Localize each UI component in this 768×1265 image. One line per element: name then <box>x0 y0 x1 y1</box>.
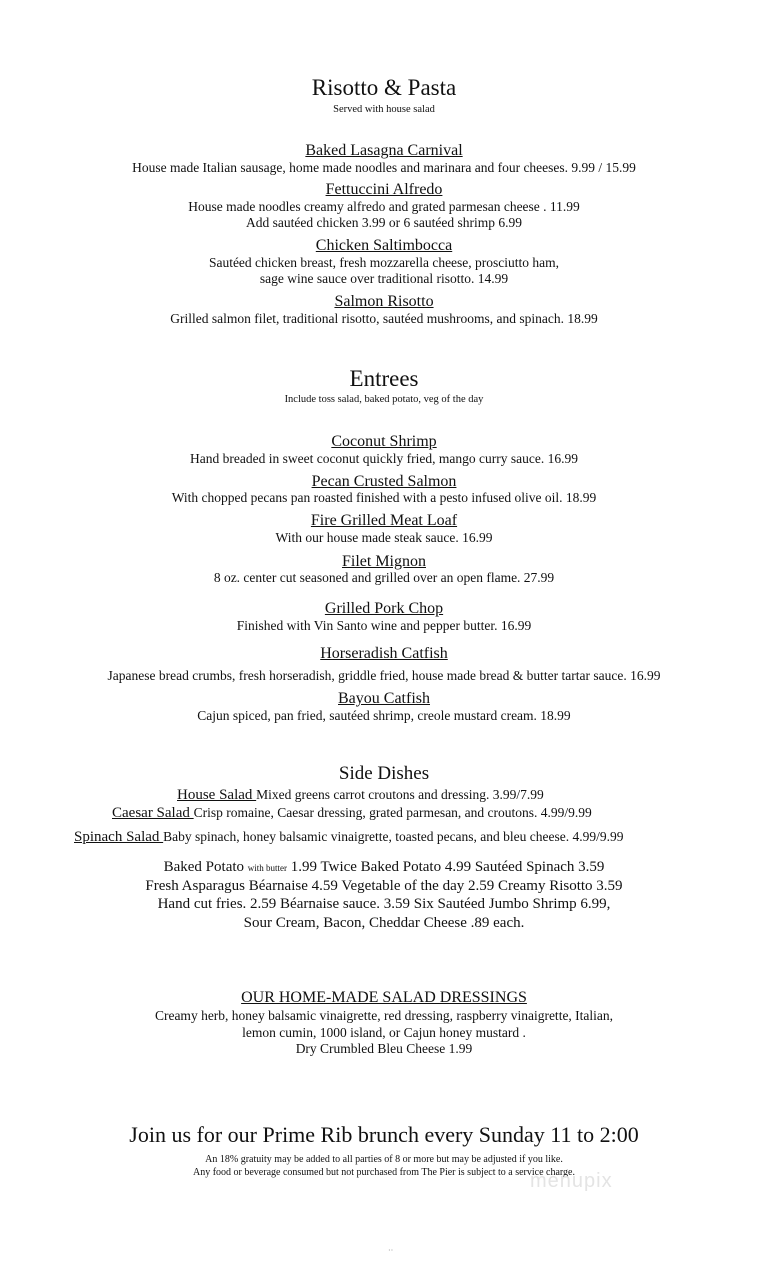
menu-item-desc: Sautéed chicken breast, fresh mozzarella cheese, prosciutto ham, <box>208 255 560 270</box>
side-extras-line: Fresh Asparagus Béarnaise 4.59 Vegetable of the day 2.59 Creamy Risotto 3.59 <box>145 878 623 894</box>
menu-item-desc: House made Italian sausage, home made noodles and marinara and four cheeses. 9.99 / 15.99 <box>132 160 636 175</box>
menu-item-desc: sage wine sauce over traditional risotto. 14.99 <box>259 271 509 286</box>
entrees-title: Entrees <box>349 366 419 391</box>
menu-item-desc: With chopped pecans pan roasted finished with a pesto infused olive oil. 18.99 <box>171 490 597 505</box>
watermark: menupix <box>530 1170 613 1192</box>
side-salad-name: Caesar Salad <box>112 805 194 821</box>
side-extras-line: Sour Cream, Bacon, Cheddar Cheese .89 each. <box>243 915 525 931</box>
menu-item-name: Pecan Crusted Salmon <box>311 473 457 490</box>
menu-item-name: Grilled Pork Chop <box>324 600 444 617</box>
service-charge-note: Any food or beverage consumed but not purchased from The Pier is subject to a service charge. <box>192 1167 575 1178</box>
brunch-banner: Join us for our Prime Rib brunch every Sunday 11 to 2:00 <box>129 1122 639 1147</box>
dressings-line: lemon cumin, 1000 island, or Cajun honey mustard . <box>242 1025 526 1040</box>
risotto-title: Risotto & Pasta <box>311 75 457 100</box>
menu-item-name: Baked Lasagna Carnival <box>305 142 463 159</box>
menu-item-desc: Cajun spiced, pan fried, sautéed shrimp, creole mustard cream. 18.99 <box>197 708 571 723</box>
side-salad-line <box>74 828 624 846</box>
menu-item-name: Fire Grilled Meat Loaf <box>310 512 458 529</box>
menu-item-name: Chicken Saltimbocca <box>315 237 453 254</box>
side-extras-line: Hand cut fries. 2.59 Béarnaise sauce. 3.59 Six Sautéed Jumbo Shrimp 6.99, <box>157 896 611 912</box>
extras-small-text: with butter <box>247 863 288 873</box>
dressings-line: Dry Crumbled Bleu Cheese 1.99 <box>295 1041 473 1056</box>
menu-item-desc: Add sautéed chicken 3.99 or 6 sautéed shrimp 6.99 <box>246 215 522 230</box>
menu-item-name: Bayou Catfish <box>338 690 430 707</box>
dressings-line: Creamy herb, honey balsamic vinaigrette, red dressing, raspberry vinaigrette, Italian, <box>154 1008 614 1023</box>
risotto-subtitle: Served with house salad <box>333 104 435 115</box>
side-salad-desc: Baby spinach, honey balsamic vinaigrette, toasted pecans, and bleu cheese. 4.99/9.99 <box>163 829 624 844</box>
dressings-title: OUR HOME-MADE SALAD DRESSINGS <box>241 989 527 1006</box>
menu-item-desc: 8 oz. center cut seasoned and grilled over an open flame. 27.99 <box>213 570 555 585</box>
side-salad-name: Spinach Salad <box>74 829 164 845</box>
side-salad-desc: Crisp romaine, Caesar dressing, grated parmesan, and croutons. 4.99/9.99 <box>193 805 592 820</box>
menu-item-name: Filet Mignon <box>341 553 426 570</box>
sides-title: Side Dishes <box>338 763 430 784</box>
menu-item-desc: With our house made steak sauce. 16.99 <box>275 530 493 545</box>
menu-item-desc: Japanese bread crumbs, fresh horseradish, griddle fried, house made bread & butter tartar sauce. 16.99 <box>107 668 661 683</box>
menu-item-name: Fettuccini Alfredo <box>325 181 443 198</box>
entrees-subtitle: Include toss salad, baked potato, veg of the day <box>284 394 484 405</box>
menu-item-name: Horseradish Catfish <box>320 645 448 662</box>
menu-item-desc: Finished with Vin Santo wine and pepper butter. 16.99 <box>236 618 532 633</box>
menu-item-name: Coconut Shrimp <box>331 433 437 450</box>
menu-item-desc: House made noodles creamy alfredo and grated parmesan cheese . 11.99 <box>188 199 580 214</box>
side-salad-name: House Salad <box>177 787 257 803</box>
menu-item-desc: Grilled salmon filet, traditional risotto, sautéed mushrooms, and spinach. 18.99 <box>170 311 598 326</box>
menu-item-desc: Hand breaded in sweet coconut quickly fried, mango curry sauce. 16.99 <box>190 451 578 466</box>
page-marker: ·· <box>388 1246 394 1255</box>
side-salad-line <box>112 804 592 822</box>
side-salad-desc: Mixed greens carrot croutons and dressing. 3.99/7.99 <box>256 787 544 802</box>
side-salad-line <box>177 786 544 804</box>
gratuity-note: An 18% gratuity may be added to all parties of 8 or more but may be adjusted if you like. <box>205 1154 563 1165</box>
side-extras-line <box>0 858 768 878</box>
menu-item-name: Salmon Risotto <box>334 293 434 310</box>
extras-text: Baked Potato <box>163 859 248 875</box>
extras-text: 1.99 Twice Baked Potato 4.99 Sautéed Spinach 3.59 <box>287 859 605 875</box>
